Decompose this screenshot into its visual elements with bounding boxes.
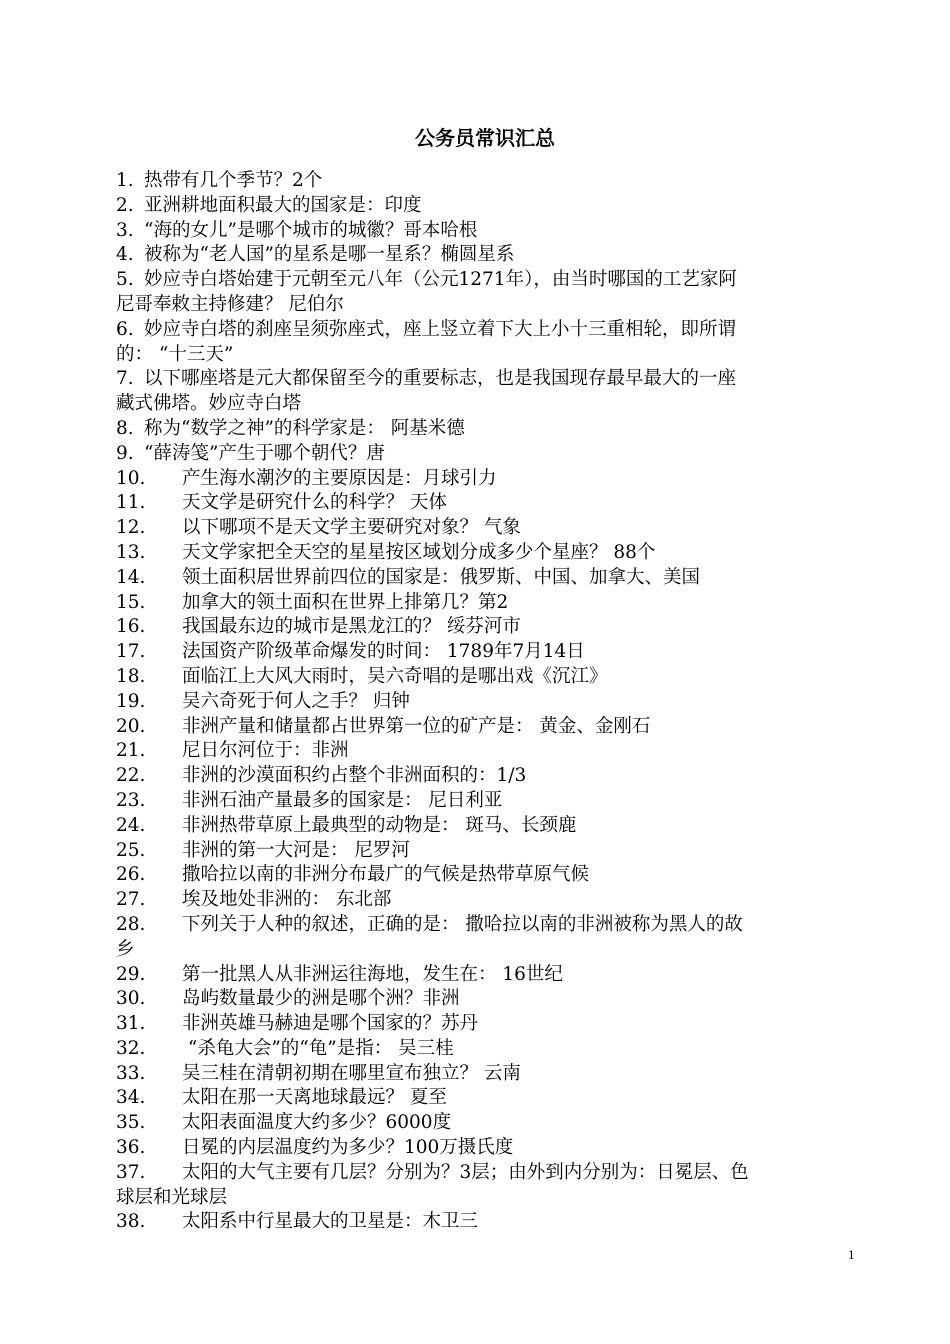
item-text: “杀龟大会”的“龟”是指： 吴三桂 [182,1037,454,1059]
item-number: 29. [116,963,146,985]
list-item [116,888,862,913]
list-item [116,665,862,690]
item-text: 太阳系中行星最大的卫星是：木卫三 [182,1211,479,1233]
item-text: 热带有几个季节？2个 [144,170,323,191]
page-title: 公务员常识汇总 [415,126,555,150]
list-item [116,417,862,442]
item-number: 22. [116,765,146,787]
item-number: 38. [116,1211,146,1233]
list-item [116,591,862,616]
item-number: 30. [116,988,146,1010]
item-number: 28. [116,913,146,935]
list-item [116,1037,862,1062]
list-item [116,1062,862,1087]
item-text-continuation: 的： “十三天” [116,343,234,365]
item-number: 26. [116,864,146,886]
item-number: 36. [116,1137,146,1159]
list-item [116,541,862,566]
item-text: 埃及地处非洲的： 东北部 [182,889,392,911]
item-number: 7. [116,368,134,390]
item-number: 20. [116,715,146,737]
item-text: 被称为“老人国”的星系是哪一星系？椭圆星系 [144,244,515,266]
page-number: 1 [848,1247,855,1262]
item-text: 日冕的内层温度约为多少？100万摄氏度 [182,1137,514,1159]
item-number: 8. [116,417,134,439]
item-text: 亚洲耕地面积最大的国家是：印度 [144,194,422,216]
list-item [116,640,862,665]
item-text-continuation: 藏式佛塔。妙应寺白塔 [116,393,302,415]
list-item [116,318,862,343]
item-number: 5. [116,269,134,291]
list-item [116,169,862,194]
item-number: 34. [116,1087,146,1109]
item-number: 37. [116,1161,146,1183]
item-text: 非洲英雄马赫迪是哪个国家的？苏丹 [182,1013,479,1035]
item-number: 2. [116,194,134,216]
list-item [116,615,862,640]
item-text: 吴六奇死于何人之手？ 归钟 [182,690,410,712]
item-number: 14. [116,566,146,588]
item-text: 面临江上大风大雨时，吴六奇唱的是哪出戏《沉江》 [182,665,608,687]
item-text: 岛屿数量最少的洲是哪个洲？非洲 [182,988,460,1010]
item-number: 4. [116,244,134,266]
list-item [116,814,862,839]
item-number: 12. [116,517,146,539]
item-text: 尼日尔河位于：非洲 [182,740,349,762]
list-item [116,839,862,864]
item-number: 3. [116,219,134,241]
item-text: 撒哈拉以南的非洲分布最广的气候是热带草原气候 [182,864,590,886]
list-item [116,987,862,1012]
item-text-continuation: 乡 [116,938,135,960]
item-text: 非洲热带草原上最典型的动物是： 斑马、长颈鹿 [182,814,577,836]
list-item [116,1161,862,1186]
item-number: 24. [116,814,146,836]
item-text: “海的女儿”是哪个城市的城徽？哥本哈根 [144,219,478,241]
item-text: 妙应寺白塔始建于元朝至元八年（公元1271年），由当时哪国的工艺家阿 [144,269,737,291]
item-text: 领土面积居世界前四位的国家是：俄罗斯、中国、加拿大、美国 [182,566,701,588]
item-number: 18. [116,665,146,687]
item-number: 33. [116,1062,146,1084]
item-number: 10. [116,467,146,489]
item-text: 下列关于人种的叙述，正确的是： 撒哈拉以南的非洲被称为黑人的故 [182,913,743,935]
item-number: 9. [116,442,134,464]
item-number: 17. [116,641,146,663]
item-text: 以下哪座塔是元大都保留至今的重要标志，也是我国现存最早最大的一座 [144,368,737,390]
list-item [116,1111,862,1136]
item-text: 吴三桂在清朝初期在哪里宣布独立？ 云南 [182,1062,521,1084]
item-text: 太阳在那一天离地球最远？ 夏至 [182,1087,447,1109]
item-number: 21. [116,740,146,762]
item-text: “薛涛笺”产生于哪个朝代？唐 [144,442,385,464]
item-text: 称为“数学之神”的科学家是： 阿基米德 [144,417,465,439]
list-item [116,467,862,492]
list-item [116,194,862,219]
item-text: 非洲的第一大河是： 尼罗河 [182,839,410,861]
item-text: 我国最东边的城市是黑龙江的？ 绥芬河市 [182,616,521,638]
item-text: 太阳的大气主要有几层？分别为？3层；由外到内分别为：日冕层、色 [182,1161,749,1183]
item-number: 16. [116,616,146,638]
list-item [116,913,862,938]
item-text: 天文学是研究什么的科学？ 天体 [182,492,447,514]
list-item [116,963,862,988]
item-text: 天文学家把全天空的星星按区域划分成多少个星座？ 88个 [182,541,656,563]
item-text: 非洲产量和储量都占世界第一位的矿产是： 黄金、金刚石 [182,715,651,737]
list-item [116,268,862,293]
item-number: 27. [116,889,146,911]
list-item [116,1210,862,1235]
list-item [116,690,862,715]
list-item [116,1086,862,1111]
question-list [116,169,862,1235]
list-item [116,442,862,467]
item-number: 23. [116,789,146,811]
list-item [116,491,862,516]
item-text: 非洲石油产量最多的国家是： 尼日利亚 [182,789,503,811]
list-item [116,516,862,541]
item-number: 11. [116,492,146,514]
item-number: 15. [116,591,146,613]
list-item [116,715,862,740]
list-item [116,863,862,888]
item-number: 25. [116,839,146,861]
list-item [116,789,862,814]
list-item [116,739,862,764]
item-text-continuation: 尼哥奉敕主持修建？ 尼伯尔 [116,293,344,315]
list-item [116,1012,862,1037]
list-item [116,566,862,591]
item-text: 以下哪项不是天文学主要研究对象？ 气象 [182,517,521,539]
list-item [116,243,862,268]
item-number: 13. [116,541,146,563]
item-text: 产生海水潮汐的主要原因是：月球引力 [182,467,497,489]
item-number: 1. [116,170,134,191]
item-number: 32. [116,1037,146,1059]
item-number: 19. [116,690,146,712]
item-text: 第一批黑人从非洲运往海地，发生在： 16世纪 [182,963,563,985]
item-text: 加拿大的领土面积在世界上排第几？第2 [182,591,509,613]
item-text: 太阳表面温度大约多少？6000度 [182,1112,452,1134]
item-text-continuation: 球层和光球层 [116,1186,228,1208]
item-number: 6. [116,318,134,340]
list-item [116,219,862,244]
item-number: 35. [116,1112,146,1134]
list-item [116,367,862,392]
list-item [116,764,862,789]
list-item [116,1136,862,1161]
item-text: 法国资产阶级革命爆发的时间： 1789年7月14日 [182,641,585,663]
item-text: 非洲的沙漠面积约占整个非洲面积的：1/3 [182,765,527,787]
item-text: 妙应寺白塔的刹座呈须弥座式，座上竖立着下大上小十三重相轮，即所谓 [144,318,737,340]
item-number: 31. [116,1013,146,1035]
